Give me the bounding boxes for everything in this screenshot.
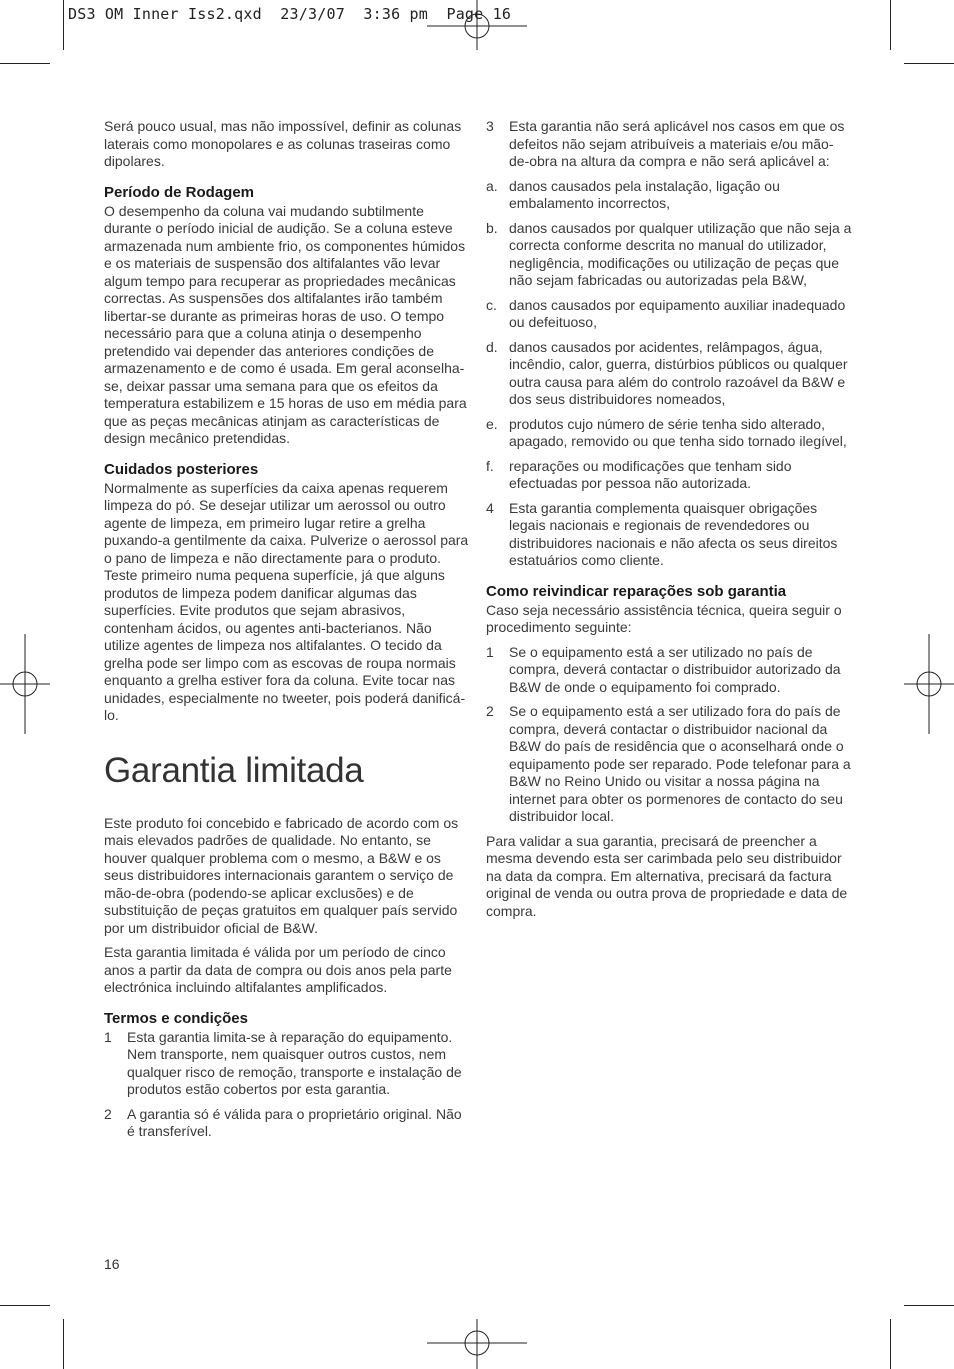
list-item-text: Se o equipamento está a ser utilizado no país de compra, deverá contactar o distribuidor autorizado da B&W de onde o equipamento foi comprado. <box>509 643 841 695</box>
list-item-number: 1 <box>104 1028 112 1045</box>
terms-list <box>104 1029 470 1141</box>
list-item-number: f. <box>486 457 494 474</box>
list-item-number: a. <box>486 177 498 194</box>
section-heading-reivindicar: Como reivindicar reparações sob garantia <box>486 582 787 600</box>
list-item-text: danos causados por qualquer utilização que não seja a correcta conforme descrita no manual do utilizador, negligência, modificações ou utilização de peças que não sejam fabricadas ou autorizadas pela B&W, <box>509 219 852 288</box>
list-item-number: 2 <box>486 703 494 719</box>
list-item <box>486 297 852 332</box>
page-number: 16 <box>104 1256 120 1272</box>
closing-paragraph: Para validar a sua garantia, precisará de preencher a mesma devendo esta ser carimbada pelo seu distribuidor na data da compra. Em alternativa, precisará da factura original de venda ou outra prova de propriedade e data de compra. <box>486 832 848 919</box>
section-body-rodagem: O desempenho da coluna vai mudando subtilmente durante o período inicial de audição. Se a coluna esteve armazenada num ambiente frio, os componentes húmidos e os materiais de suspensão dos altifalantes vão levar algum tempo para recuperar as propriedades mecânicas correctas. As suspensões dos altifalantes irão também libertar-se durante as primeiras horas de uso. O tempo necessário para que a coluna atinja o desempenho pretendido vai depender das anteriores condições de armazenamento e de como é usada. Em geral aconselha-se, deixar passar uma semana para que os efeitos da temperatura estabilizem e 15 horas de uso em média para que as peças mecânicas atinjam as características de design mecânico pretendidas. <box>104 202 467 446</box>
page-title: Garantia limitada <box>104 750 364 790</box>
list-item-text: reparações ou modificações que tenham sido efectuadas por pessoa não autorizada. <box>509 457 792 491</box>
list-item-text: produtos cujo número de série tenha sido alterado, apagado, removido ou que tenha sido tornado ilegível, <box>509 415 847 449</box>
registration-mark-top <box>427 0 527 50</box>
warranty-paragraph-2: Esta garantia limitada é válida por um período de cinco anos a partir da data de compra ou dois anos pela parte electrónica incluindo altifalantes amplificados. <box>104 944 452 995</box>
print-slug: DS3 OM Inner Iss2.qxd 23/3/07 3:36 pm Page 16 <box>68 5 512 23</box>
list-item-text: danos causados por equipamento auxiliar inadequado ou defeituoso, <box>509 296 846 330</box>
section-heading-termos: Termos e condições <box>104 1009 248 1027</box>
crop-mark-bottom-left-h <box>0 1305 50 1306</box>
list-item-text: danos causados pela instalação, ligação ou embalamento incorrectos, <box>509 177 780 211</box>
list-item <box>486 178 852 213</box>
list-item-text: Esta garantia complementa quaisquer obrigações legais nacionais e regionais de revendedores ou distribuidores nacionais e não afecta os seus direitos estatuários como cliente. <box>509 499 838 568</box>
list-item <box>486 458 852 493</box>
left-column <box>104 118 470 1148</box>
list-item-number: 3 <box>486 118 494 134</box>
list-item-text: Se o equipamento está a ser utilizado fora do país de compra, deverá contactar o distribuidor nacional da B&W do país de residência que o aconselhará onde o equipamento pode ser reparado. Pode telefonar para a B&W no Reino Unido ou visitar a nossa página na internet para obter os pormenores de contacto do seu distribuidor local. <box>509 703 851 824</box>
crop-mark-top-right-v <box>890 0 891 50</box>
list-item-number: b. <box>486 219 498 236</box>
list-item <box>486 339 852 409</box>
list-item <box>486 644 852 697</box>
list-item <box>104 1029 470 1099</box>
list-item-number: c. <box>486 296 497 313</box>
warranty-paragraph-1: Este produto foi concebido e fabricado de acordo com os mais elevados padrões de qualidade. No entanto, se houver qualquer problema com o mesmo, a B&W e os seus distribuidores internacionais garantem o serviço de mão-de-obra (podendo-se aplicar exclusões) e de substituição de peças gratuitos em qualquer país servido por um distribuidor oficial de B&W. <box>104 814 459 936</box>
crop-mark-top-left-v <box>63 0 64 50</box>
list-item-number: e. <box>486 415 498 432</box>
section-heading-rodagem: Período de Rodagem <box>104 183 255 201</box>
crop-mark-bottom-right-h <box>904 1305 954 1306</box>
list-item-text: A garantia só é válida para o proprietário original. Não é transferível. <box>127 1105 462 1139</box>
list-item-text: Esta garantia não será aplicável nos casos em que os defeitos não sejam atribuíveis a materiais e/ou mão-de-obra na altura da compra e não será aplicável a: <box>509 118 845 169</box>
intro-paragraph: Será pouco usual, mas não impossível, definir as colunas laterais como monopolares e as colunas traseiras como dipolares. <box>104 118 462 169</box>
registration-mark-right <box>904 634 954 734</box>
crop-mark-bottom-right-v <box>890 1319 891 1369</box>
registration-mark-left <box>0 634 50 734</box>
list-item <box>486 500 852 570</box>
registration-mark-bottom <box>427 1319 527 1369</box>
list-item-number: 2 <box>104 1105 112 1122</box>
list-item-number: 4 <box>486 499 494 516</box>
list-item-number: 1 <box>486 643 494 660</box>
claim-intro: Caso seja necessário assistência técnica, queira seguir o procedimento seguinte: <box>486 601 842 635</box>
list-item-text: Esta garantia limita-se à reparação do equipamento. Nem transporte, nem quaisquer outros custos, nem qualquer risco de remoção, transporte e instalação de produtos estão cobertos por esta garantia. <box>127 1028 462 1097</box>
list-item-number: d. <box>486 338 498 355</box>
crop-mark-bottom-left-v <box>63 1319 64 1369</box>
list-item <box>486 118 852 171</box>
list-item <box>486 416 852 451</box>
list-item <box>104 1106 470 1141</box>
section-heading-cuidados: Cuidados posteriores <box>104 460 259 478</box>
crop-mark-top-left-h <box>0 63 50 64</box>
section-body-cuidados: Normalmente as superfícies da caixa apenas requerem limpeza do pó. Se desejar utilizar um aerossol ou outro agente de limpeza, em primeiro lugar retire a grelha puxando-a gentilmente da caixa. Pulverize o aerossol para o pano de limpeza e não directamente para o produto. Teste primeiro numa pequena superfície, já que alguns produtos de limpeza podem danificar algumas das superfícies. Evite produtos que sejam abrasivos, contenham ácidos, ou agentes anti-bacterianos. Não utilize agentes de limpeza nos altifalantes. O tecido da grelha pode ser limpo com as escovas de roupa normais enquanto a grelha estiver fora da coluna. Evite tocar nas unidades, especialmente no tweeter, pois poderá danificá-lo. <box>104 479 469 723</box>
right-column <box>486 118 852 920</box>
list-item <box>486 220 852 290</box>
list-item-text: danos causados por acidentes, relâmpagos, água, incêndio, calor, guerra, distúrbios públicos ou qualquer outra causa para além do controlo razoável da B&W e dos seus distribuidores nomeados, <box>509 338 848 407</box>
crop-mark-top-right-h <box>904 63 954 64</box>
conditions-list <box>486 118 852 570</box>
claim-list <box>486 644 852 826</box>
list-item <box>486 703 852 826</box>
